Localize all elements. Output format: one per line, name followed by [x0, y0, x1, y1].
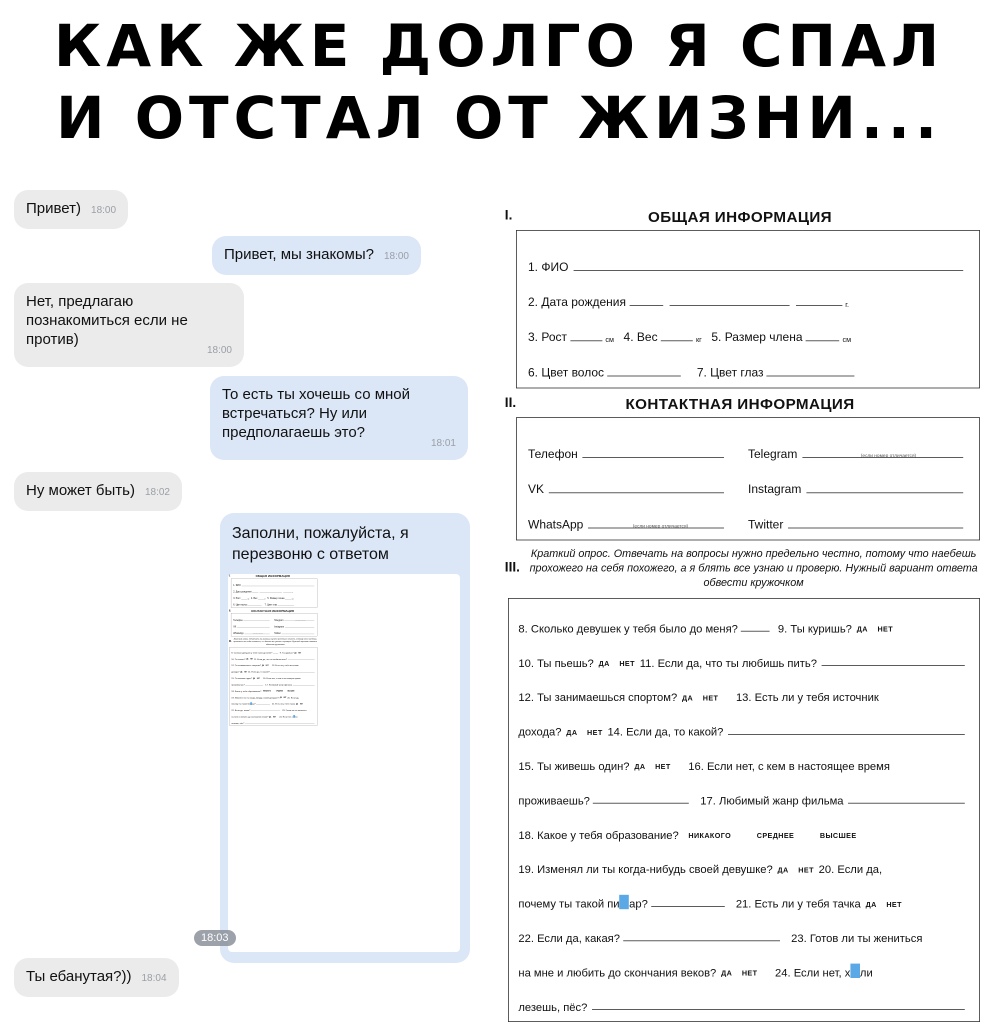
q14-label: 14. Если да, то какой?: [607, 725, 723, 738]
hair-line: [607, 376, 681, 377]
section-2-title: КОНТАКТНАЯ ИНФОРМАЦИЯ: [228, 609, 317, 613]
yes-option: ДА: [857, 625, 868, 633]
size-label: 5. Размер члена: [267, 597, 284, 600]
message-text: Ты ебанутая?)): [26, 968, 132, 985]
q20-label: 20. Если да,: [819, 863, 882, 876]
yes-option: ДА: [682, 694, 693, 702]
no-option: НЕТ: [257, 678, 260, 679]
twitter-label: Twitter: [748, 518, 783, 532]
dob-label: 2. Дата рождения: [528, 296, 626, 310]
q11-label: 11. Если да, что ты любишь пить?: [254, 658, 287, 660]
size-label: 5. Размер члена: [711, 331, 802, 345]
q24-label-b: ли: [295, 716, 297, 718]
no-option: НЕТ: [284, 697, 287, 698]
vk-label: VK: [233, 626, 236, 629]
hair-label: 6. Цвет волос: [528, 366, 604, 380]
q15-label: 15. Ты живешь один?: [231, 677, 252, 679]
q16-cont: проживаешь?: [231, 684, 244, 686]
q13-cont: дохода?: [231, 671, 239, 673]
yes-option: ДА: [253, 678, 255, 679]
q23-label: 23. Готов ли ты жениться: [791, 932, 922, 945]
q11-label: 11. Если да, что ты любишь пить?: [640, 656, 817, 669]
fio-label: 1. ФИО: [233, 584, 241, 587]
no-option: НЕТ: [742, 969, 758, 977]
kg-unit: кг: [696, 336, 702, 344]
telegram-note: (если номер отличается): [295, 620, 305, 621]
weight-label: 4. Вес: [251, 597, 257, 600]
year-unit: г.: [292, 592, 293, 593]
q12-label: 12. Ты занимаешься спортом?: [518, 691, 677, 704]
q20-line: [651, 906, 725, 907]
twitter-label: Twitter: [274, 632, 281, 635]
q24-label-a: 24. Если нет, х: [775, 966, 850, 979]
q20-label: 20. Если да,: [287, 696, 299, 698]
q23-cont: на мне и любить до скончания веков?: [518, 966, 716, 979]
meme-title-line-1: КАК ЖЕ ДОЛГО Я СПАЛ: [0, 12, 998, 80]
section-1-title: ОБЩАЯ ИНФОРМАЦИЯ: [500, 206, 980, 227]
hair-label: 6. Цвет волос: [233, 604, 247, 607]
q21-label: 21. Есть ли у тебя тачка: [736, 897, 861, 910]
q15-label: 15. Ты живешь один?: [518, 760, 629, 773]
q23-label: 23. Готов ли ты жениться: [282, 709, 306, 711]
yes-option: ДА: [280, 697, 282, 698]
q14-line: [728, 734, 965, 735]
form-thumbnail[interactable]: [228, 574, 460, 952]
yes-option: ДА: [269, 716, 271, 717]
q23-cont: на мне и любить до скончания веков?: [231, 716, 268, 718]
instagram-label: Instagram: [274, 626, 284, 629]
height-line: [570, 340, 602, 341]
q13-label: 13. Есть ли у тебя источник: [736, 691, 879, 704]
incoming-message: [14, 958, 179, 997]
yes-option: ДА: [246, 658, 248, 659]
contact-info-box: [516, 417, 980, 540]
message-time: 18:00: [91, 205, 116, 216]
outgoing-message: [212, 236, 421, 275]
q19-label: 19. Изменял ли ты когда-нибудь своей девушке?: [231, 696, 278, 698]
kg-unit: кг: [264, 598, 265, 599]
survey-instructions: Краткий опрос. Отвечать на вопросы нужно предельно честно, потому что наебешь прохожего на себя похожего, а я блять все узнаю и проверю. Нужный вариант ответа обвести кружочком: [527, 547, 980, 590]
section-2-number: II.: [505, 395, 516, 411]
q24-cont: лезешь, пёс?: [231, 722, 244, 724]
message-time: 18:01: [431, 434, 456, 453]
q18-label: 18. Какое у тебя образование?: [231, 690, 261, 692]
q20-cont-b: ар?: [252, 703, 255, 705]
message-time: 18:00: [207, 341, 232, 360]
dob-label: 2. Дата рождения: [233, 591, 251, 594]
q8-label: 8. Сколько девушек у тебя было до меня?: [231, 651, 272, 653]
incoming-message: [14, 472, 182, 511]
message-text: Привет, мы знакомы?: [224, 246, 374, 263]
q22-line: [623, 940, 780, 941]
q13-label: 13. Есть ли у тебя источник: [272, 664, 299, 666]
whatsapp-note: (если номер отличается): [633, 524, 688, 529]
edu-none-option: НИКАКОГО: [688, 832, 731, 840]
height-label: 3. Рост: [233, 597, 240, 600]
fio-line: [573, 270, 963, 271]
no-option: НЕТ: [250, 658, 253, 659]
twitter-line: [788, 528, 963, 529]
q24-label-b: ли: [860, 966, 873, 979]
eyes-label: 7. Цвет глаз: [697, 366, 764, 380]
message-text: Нет, предлагаю познакомиться если не против): [26, 293, 188, 348]
survey-box: [229, 647, 317, 726]
message-text: Привет): [26, 200, 81, 217]
survey-box: [508, 598, 980, 1022]
no-option: НЕТ: [273, 716, 276, 717]
message-time: 18:04: [142, 973, 167, 984]
general-info-box: [516, 230, 980, 388]
weight-line: [661, 340, 693, 341]
cm-unit: см: [292, 598, 294, 599]
dob-year-line: [796, 305, 842, 306]
no-option: НЕТ: [300, 703, 303, 704]
instagram-label: Instagram: [748, 483, 801, 497]
q9-label: 9. Ты куришь?: [778, 622, 852, 635]
edu-higher-option: ВЫСШЕЕ: [820, 832, 857, 840]
whatsapp-label: WhatsApp: [233, 632, 243, 635]
telegram-note: (если номер отличается): [861, 454, 916, 459]
cm-unit: см: [843, 336, 852, 344]
censor-blot: [620, 895, 630, 909]
q8-line: [741, 631, 770, 632]
message-text: Ну может быть): [26, 482, 135, 499]
no-option: НЕТ: [266, 665, 269, 666]
message-time: 18:02: [145, 487, 170, 498]
q10-label: 10. Ты пьешь?: [231, 658, 245, 660]
q24-cont: лезешь, пёс?: [518, 1000, 587, 1013]
section-2-number: II.: [229, 609, 231, 612]
q22-label: 22. Если да, какая?: [518, 932, 620, 945]
censor-blot: [850, 964, 860, 978]
image-message-time: 18:03: [194, 930, 236, 946]
q21-label: 21. Есть ли у тебя тачка: [272, 703, 295, 705]
vk-line: [549, 492, 724, 493]
q24-line: [592, 1009, 965, 1010]
message-text: То есть ты хочешь со мной встречаться? Ну или предполагаешь это?: [222, 386, 410, 441]
weight-label: 4. Вес: [624, 331, 658, 345]
no-option: НЕТ: [619, 660, 635, 668]
no-option: НЕТ: [244, 671, 247, 672]
q13-cont: дохода?: [518, 725, 561, 738]
q16-cont: проживаешь?: [518, 794, 589, 807]
q16-label: 16. Если нет, с кем в настоящее время: [688, 760, 890, 773]
phone-line: [583, 457, 724, 458]
no-option: НЕТ: [587, 728, 603, 736]
edu-secondary-option: СРЕДНЕЕ: [757, 832, 795, 840]
year-unit: г.: [845, 300, 849, 308]
section-1-number: I.: [229, 574, 230, 577]
yes-option: ДА: [294, 652, 296, 653]
section-2-title: КОНТАКТНАЯ ИНФОРМАЦИЯ: [500, 393, 980, 414]
no-option: НЕТ: [877, 625, 893, 633]
q10-label: 10. Ты пьешь?: [518, 656, 593, 669]
whatsapp-note: (если номер отличается): [253, 633, 263, 634]
yes-option: ДА: [296, 703, 298, 704]
q9-label: 9. Ты куришь?: [280, 651, 294, 653]
size-line: [806, 340, 840, 341]
meme-title-line-2: И ОТСТАЛ ОТ ЖИЗНИ...: [0, 84, 998, 152]
q20-cont-b: ар?: [629, 897, 648, 910]
edu-higher-option: ВЫСШЕЕ: [288, 691, 295, 692]
q16-line: [593, 803, 689, 804]
q14-label: 14. Если да, то какой?: [248, 671, 270, 673]
phone-label: Телефон: [233, 619, 242, 622]
q17-line: [848, 803, 964, 804]
yes-option: ДА: [721, 969, 732, 977]
fio-label: 1. ФИО: [528, 260, 568, 274]
no-option: НЕТ: [298, 652, 301, 653]
section-1-title: ОБЩАЯ ИНФОРМАЦИЯ: [228, 574, 317, 578]
instagram-line: [806, 492, 963, 493]
incoming-message: [14, 283, 244, 367]
yes-option: ДА: [240, 671, 242, 672]
questionnaire-sheet: [500, 206, 980, 1022]
survey-instructions: Краткий опрос. Отвечать на вопросы нужно предельно честно, потому что наебешь прохожего на себя похожего, а я блять все узнаю и проверю. Нужный вариант ответа обвести кружочком: [233, 637, 317, 645]
height-label: 3. Рост: [528, 331, 567, 345]
no-option: НЕТ: [703, 694, 719, 702]
dob-month-line: [669, 305, 789, 306]
telegram-label: Telegram: [274, 619, 283, 622]
general-info-box: [231, 578, 317, 608]
q24-label-a: 24. Если нет, х: [279, 716, 293, 718]
whatsapp-label: WhatsApp: [528, 518, 583, 532]
yes-option: ДА: [599, 660, 610, 668]
q17-label: 17. Любимый жанр фильма: [265, 684, 292, 686]
q17-label: 17. Любимый жанр фильма: [700, 794, 843, 807]
cm-unit: см: [248, 598, 250, 599]
section-3-number: III.: [505, 560, 520, 576]
q22-label: 22. Если да, какая?: [231, 709, 250, 711]
yes-option: ДА: [778, 866, 789, 874]
edu-none-option: НИКАКОГО: [263, 691, 271, 692]
q20-cont-a: почему ты такой пи: [231, 703, 250, 705]
q12-label: 12. Ты занимаешься спортом?: [231, 664, 261, 666]
eyes-line: [767, 376, 855, 377]
yes-option: ДА: [866, 900, 877, 908]
yes-option: ДА: [634, 763, 645, 771]
message-time: 18:00: [384, 251, 409, 262]
eyes-label: 7. Цвет глаз: [265, 604, 277, 607]
q19-label: 19. Изменял ли ты когда-нибудь своей девушке?: [518, 863, 772, 876]
q8-label: 8. Сколько девушек у тебя было до меня?: [518, 622, 738, 635]
q11-line: [822, 665, 965, 666]
cm-unit: см: [605, 336, 614, 344]
phone-label: Телефон: [528, 448, 578, 462]
q16-label: 16. Если нет, с кем в настоящее время: [263, 677, 301, 679]
q18-label: 18. Какое у тебя образование?: [518, 828, 678, 841]
message-text: Заполни, пожалуйста, я перезвоню с ответом: [232, 525, 409, 563]
incoming-message: [14, 190, 128, 229]
q20-cont-a: почему ты такой пи: [518, 897, 619, 910]
outgoing-message: [210, 376, 468, 460]
yes-option: ДА: [262, 665, 264, 666]
telegram-label: Telegram: [748, 448, 797, 462]
yes-option: ДА: [566, 728, 577, 736]
vk-label: VK: [528, 483, 544, 497]
section-3-number: III.: [229, 640, 232, 643]
section-1-number: I.: [505, 208, 513, 224]
dob-day-line: [629, 305, 663, 306]
no-option: НЕТ: [886, 900, 902, 908]
no-option: НЕТ: [655, 763, 671, 771]
no-option: НЕТ: [798, 866, 814, 874]
contact-info-box: [231, 613, 317, 636]
edu-secondary-option: СРЕДНЕЕ: [276, 691, 283, 692]
